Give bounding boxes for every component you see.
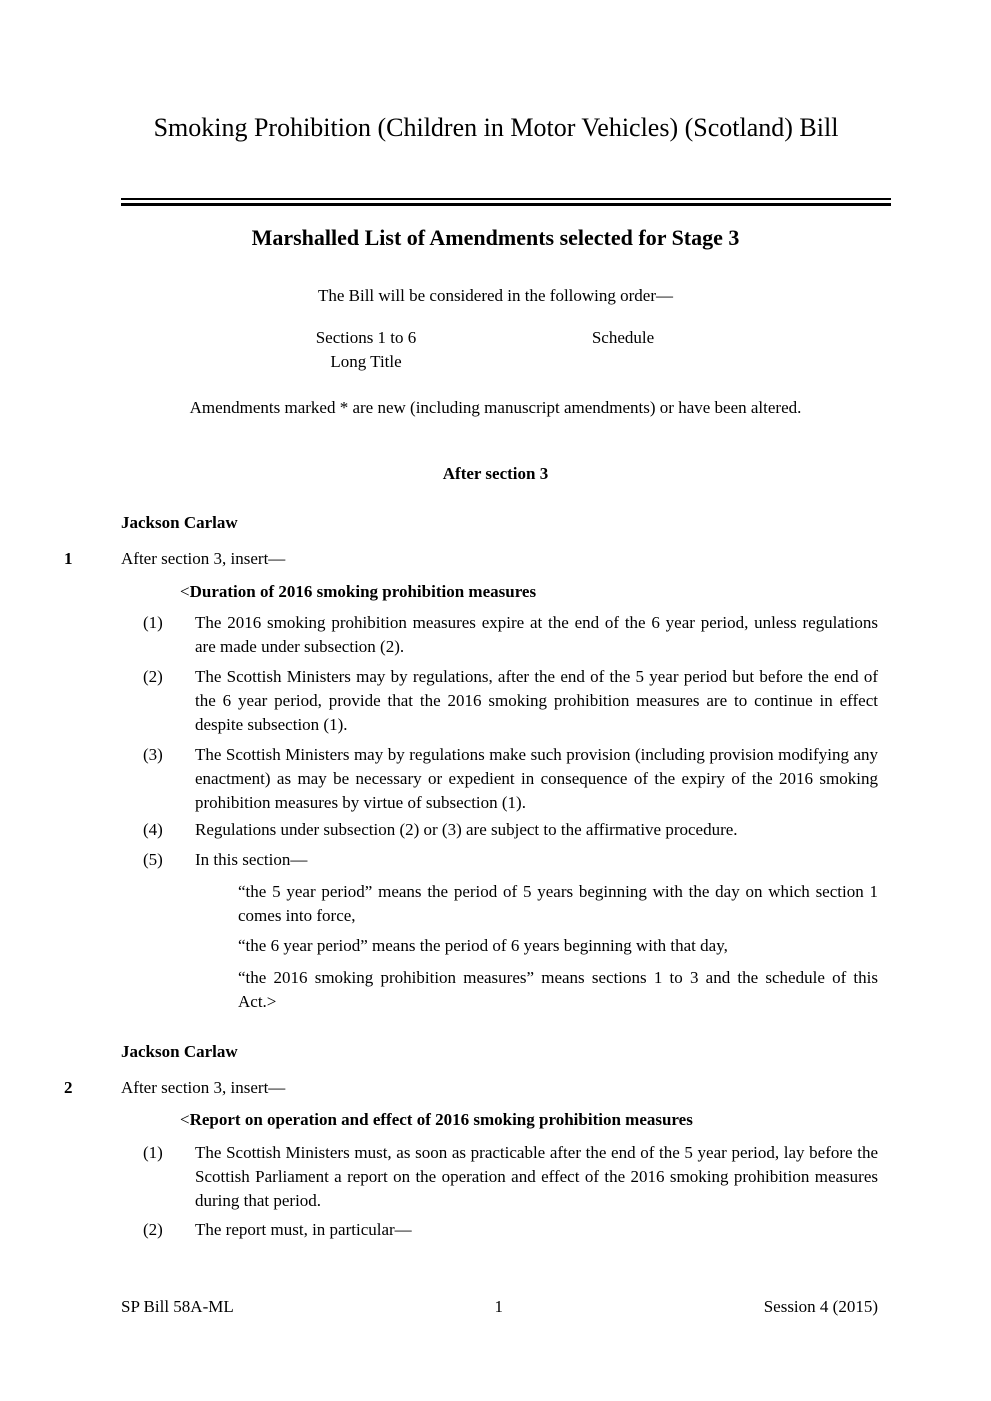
heading-text: Report on operation and effect of 2016 smoking prohibition measures [189,1110,693,1129]
proposer-name: Jackson Carlaw [121,513,238,532]
heading-prefix: < [180,1110,190,1129]
provision [143,1141,878,1213]
footer-bill-ref: SP Bill 58A-ML [121,1297,234,1316]
provision-number: (5) [143,850,163,869]
crossheading-after-section-3: After section 3 [442,464,549,483]
provision-text: Regulations under subsection (2) or (3) are subject to the affirmative procedure. [195,820,738,839]
double-rule [121,198,891,206]
provision [143,743,878,815]
heading-text: Duration of 2016 smoking prohibition measures [189,582,537,601]
footer-page-number: 1 [494,1297,503,1316]
provision [143,1218,878,1242]
order-intro: The Bill will be considered in the following order— [317,286,674,305]
bill-title: Smoking Prohibition (Children in Motor Vehicles) (Scotland) Bill [153,113,839,142]
amendment-number: 1 [64,549,73,568]
definition-item: “the 5 year period” means the period of 5 years beginning with the day on which section 1 comes into force, [238,882,878,925]
amendment-number: 2 [64,1078,73,1097]
heading-prefix: < [180,582,190,601]
order-item: Schedule [591,328,655,347]
provision [143,818,878,842]
provision-text: In this section— [195,850,308,869]
page-footer [121,1295,878,1319]
provision-number: (3) [143,745,163,764]
order-item: Sections 1 to 6 [315,328,417,347]
provision-number: (2) [143,667,163,686]
amendment-leadin: After section 3, insert— [121,1078,286,1097]
inserted-section-heading [180,580,891,604]
order-column-right [493,326,753,350]
provision [143,665,878,737]
order-column-left [236,326,496,374]
footer-session: Session 4 (2015) [763,1297,878,1316]
definition-item: “the 6 year period” means the period of 6 years beginning with that day, [238,936,728,955]
provision-number: (2) [143,1220,163,1239]
document-title: Marshalled List of Amendments selected for Stage 3 [251,225,740,250]
provision-text: The Scottish Ministers may by regulations, after the end of the 5 year period but before the end of the 6 year period, provide that the 2016 smoking prohibition measures are to continue in effect despite subsection (1). [195,667,878,734]
amendment-leadin: After section 3, insert— [121,549,286,568]
proposer-name: Jackson Carlaw [121,1042,238,1061]
provision-number: (1) [143,613,163,632]
provision [143,848,878,872]
definition-item: “the 2016 smoking prohibition measures” means sections 1 to 3 and the schedule of this Act.> [238,968,878,1011]
provision-number: (1) [143,1143,163,1162]
amendment-row [64,1076,878,1100]
amendments-note: Amendments marked * are new (including manuscript amendments) or have been altered. [189,398,802,417]
provision [143,611,878,659]
provision-text: The Scottish Ministers must, as soon as practicable after the end of the 5 year period, lay before the Scottish Parliament a report on the operation and effect of the 2016 smoking prohibition measures during that period. [195,1143,878,1210]
provision-number: (4) [143,820,163,839]
order-item: Long Title [330,352,402,371]
provision-text: The Scottish Ministers may by regulations make such provision (including provision modifying any enactment) as may be necessary or expedient in consequence of the expiry of the 2016 smoking prohibition measures by virtue of subsection (1). [195,745,878,812]
amendment-row [64,547,878,571]
provision-text: The report must, in particular— [195,1220,412,1239]
inserted-section-heading [180,1108,891,1132]
provision-text: The 2016 smoking prohibition measures expire at the end of the 6 year period, unless regulations are made under subsection (2). [195,613,878,656]
